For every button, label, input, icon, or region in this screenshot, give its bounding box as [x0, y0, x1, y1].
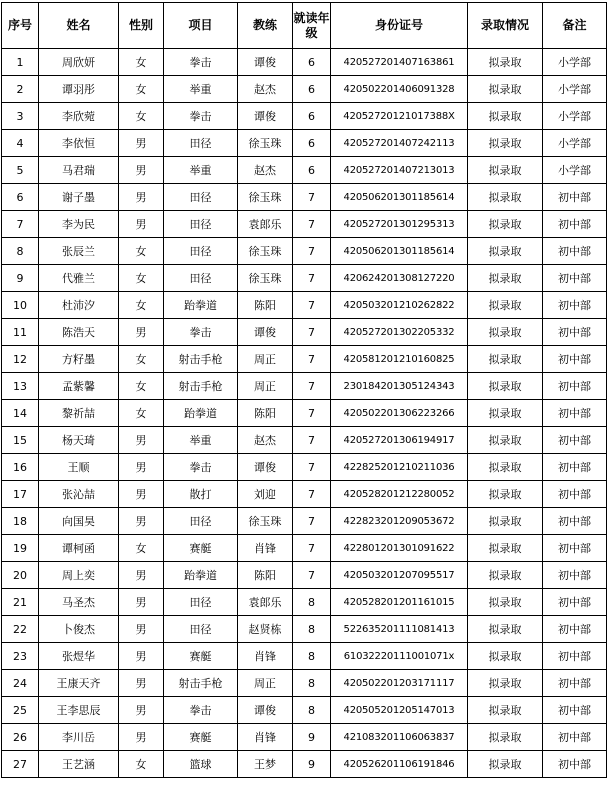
header-index: 序号	[2, 3, 39, 49]
cell-id-number: 420502201203171117	[331, 670, 468, 697]
cell-grade: 7	[293, 508, 331, 535]
header-coach: 教练	[238, 3, 293, 49]
table-row	[2, 292, 607, 319]
cell-event: 拳击	[164, 49, 238, 76]
cell-grade: 8	[293, 616, 331, 643]
cell-gender: 男	[119, 481, 164, 508]
cell-grade: 7	[293, 427, 331, 454]
cell-coach: 肖锋	[238, 643, 293, 670]
cell-id-number: 420502201306223266	[331, 400, 468, 427]
cell-status: 拟录取	[468, 535, 543, 562]
cell-index: 22	[2, 616, 39, 643]
cell-name: 向国昊	[39, 508, 119, 535]
cell-coach: 徐玉珠	[238, 238, 293, 265]
cell-remark: 初中部	[543, 697, 607, 724]
cell-name: 李川岳	[39, 724, 119, 751]
cell-coach: 赵杰	[238, 427, 293, 454]
cell-id-number: 420581201210160825	[331, 346, 468, 373]
cell-coach: 陈阳	[238, 292, 293, 319]
cell-event: 射击手枪	[164, 346, 238, 373]
cell-event: 跆拳道	[164, 562, 238, 589]
cell-status: 拟录取	[468, 562, 543, 589]
cell-id-number: 420503201210262822	[331, 292, 468, 319]
cell-index: 7	[2, 211, 39, 238]
cell-status: 拟录取	[468, 103, 543, 130]
cell-remark: 小学部	[543, 103, 607, 130]
cell-id-number: 230184201305124343	[331, 373, 468, 400]
cell-remark: 初中部	[543, 373, 607, 400]
cell-remark: 初中部	[543, 292, 607, 319]
cell-gender: 男	[119, 670, 164, 697]
cell-remark: 初中部	[543, 724, 607, 751]
cell-grade: 7	[293, 373, 331, 400]
cell-coach: 袁郎乐	[238, 211, 293, 238]
cell-name: 谢子墨	[39, 184, 119, 211]
cell-name: 陈浩天	[39, 319, 119, 346]
cell-name: 方籽墨	[39, 346, 119, 373]
cell-gender: 女	[119, 535, 164, 562]
cell-id-number: 42052720121017388X	[331, 103, 468, 130]
cell-event: 举重	[164, 157, 238, 184]
cell-name: 周上奕	[39, 562, 119, 589]
cell-gender: 女	[119, 292, 164, 319]
cell-id-number: 420528201212280052	[331, 481, 468, 508]
cell-remark: 初中部	[543, 670, 607, 697]
cell-id-number: 420527201306194917	[331, 427, 468, 454]
cell-id-number: 420527201301295313	[331, 211, 468, 238]
cell-grade: 7	[293, 292, 331, 319]
cell-status: 拟录取	[468, 265, 543, 292]
cell-remark: 小学部	[543, 157, 607, 184]
cell-remark: 初中部	[543, 481, 607, 508]
cell-id-number: 420527201407242113	[331, 130, 468, 157]
cell-grade: 9	[293, 751, 331, 778]
cell-status: 拟录取	[468, 346, 543, 373]
cell-gender: 男	[119, 724, 164, 751]
cell-event: 举重	[164, 427, 238, 454]
cell-grade: 7	[293, 454, 331, 481]
table-row	[2, 697, 607, 724]
cell-coach: 周正	[238, 670, 293, 697]
cell-grade: 7	[293, 211, 331, 238]
cell-coach: 赵贤栋	[238, 616, 293, 643]
cell-index: 21	[2, 589, 39, 616]
cell-name: 王康天齐	[39, 670, 119, 697]
cell-gender: 女	[119, 346, 164, 373]
cell-event: 跆拳道	[164, 400, 238, 427]
cell-event: 赛艇	[164, 643, 238, 670]
cell-index: 10	[2, 292, 39, 319]
cell-gender: 女	[119, 373, 164, 400]
cell-grade: 7	[293, 562, 331, 589]
table-row	[2, 346, 607, 373]
header-row	[2, 3, 607, 49]
cell-gender: 女	[119, 103, 164, 130]
cell-coach: 刘迎	[238, 481, 293, 508]
cell-name: 王艺涵	[39, 751, 119, 778]
cell-grade: 8	[293, 589, 331, 616]
cell-coach: 王梦	[238, 751, 293, 778]
cell-gender: 男	[119, 562, 164, 589]
table-row	[2, 238, 607, 265]
cell-id-number: 522635201111081413	[331, 616, 468, 643]
cell-status: 拟录取	[468, 751, 543, 778]
cell-coach: 谭俊	[238, 454, 293, 481]
cell-event: 田径	[164, 589, 238, 616]
cell-status: 拟录取	[468, 427, 543, 454]
cell-index: 6	[2, 184, 39, 211]
cell-grade: 6	[293, 103, 331, 130]
cell-coach: 谭俊	[238, 49, 293, 76]
cell-remark: 初中部	[543, 427, 607, 454]
cell-index: 19	[2, 535, 39, 562]
cell-name: 周欣妍	[39, 49, 119, 76]
table-row	[2, 130, 607, 157]
cell-id-number: 61032220111001071x	[331, 643, 468, 670]
cell-remark: 初中部	[543, 643, 607, 670]
cell-status: 拟录取	[468, 454, 543, 481]
cell-index: 23	[2, 643, 39, 670]
cell-event: 田径	[164, 508, 238, 535]
cell-grade: 8	[293, 643, 331, 670]
cell-grade: 7	[293, 400, 331, 427]
cell-event: 赛艇	[164, 535, 238, 562]
cell-status: 拟录取	[468, 508, 543, 535]
header-id-number: 身份证号	[331, 3, 468, 49]
cell-status: 拟录取	[468, 157, 543, 184]
cell-coach: 肖锋	[238, 724, 293, 751]
cell-event: 田径	[164, 616, 238, 643]
cell-id-number: 420527201302205332	[331, 319, 468, 346]
cell-grade: 6	[293, 76, 331, 103]
cell-gender: 女	[119, 238, 164, 265]
cell-id-number: 420506201301185614	[331, 238, 468, 265]
cell-remark: 初中部	[543, 400, 607, 427]
table-row	[2, 589, 607, 616]
cell-status: 拟录取	[468, 670, 543, 697]
cell-grade: 6	[293, 130, 331, 157]
cell-name: 李欣菀	[39, 103, 119, 130]
cell-remark: 初中部	[543, 184, 607, 211]
cell-coach: 徐玉珠	[238, 508, 293, 535]
cell-id-number: 422823201209053672	[331, 508, 468, 535]
cell-index: 8	[2, 238, 39, 265]
cell-event: 篮球	[164, 751, 238, 778]
header-event: 项目	[164, 3, 238, 49]
cell-name: 谭柯函	[39, 535, 119, 562]
cell-remark: 初中部	[543, 265, 607, 292]
cell-index: 2	[2, 76, 39, 103]
cell-name: 马君瑞	[39, 157, 119, 184]
cell-event: 田径	[164, 265, 238, 292]
cell-grade: 7	[293, 238, 331, 265]
cell-coach: 徐玉珠	[238, 184, 293, 211]
cell-event: 射击手枪	[164, 670, 238, 697]
cell-remark: 初中部	[543, 238, 607, 265]
cell-name: 张辰兰	[39, 238, 119, 265]
cell-remark: 初中部	[543, 319, 607, 346]
table-row	[2, 49, 607, 76]
cell-status: 拟录取	[468, 616, 543, 643]
cell-name: 王顺	[39, 454, 119, 481]
cell-gender: 男	[119, 427, 164, 454]
cell-status: 拟录取	[468, 400, 543, 427]
cell-coach: 谭俊	[238, 319, 293, 346]
cell-event: 举重	[164, 76, 238, 103]
cell-index: 24	[2, 670, 39, 697]
cell-event: 散打	[164, 481, 238, 508]
cell-status: 拟录取	[468, 130, 543, 157]
table-row	[2, 481, 607, 508]
cell-event: 拳击	[164, 454, 238, 481]
cell-event: 田径	[164, 184, 238, 211]
cell-remark: 初中部	[543, 751, 607, 778]
table-row	[2, 427, 607, 454]
cell-remark: 初中部	[543, 454, 607, 481]
cell-gender: 男	[119, 643, 164, 670]
table-row	[2, 643, 607, 670]
cell-event: 拳击	[164, 697, 238, 724]
table-row	[2, 616, 607, 643]
cell-gender: 男	[119, 319, 164, 346]
table-row	[2, 265, 607, 292]
table-row	[2, 724, 607, 751]
table-row	[2, 670, 607, 697]
cell-coach: 周正	[238, 373, 293, 400]
cell-id-number: 420527201407213013	[331, 157, 468, 184]
cell-status: 拟录取	[468, 76, 543, 103]
table-row	[2, 562, 607, 589]
cell-index: 9	[2, 265, 39, 292]
cell-index: 20	[2, 562, 39, 589]
cell-gender: 女	[119, 76, 164, 103]
table-row	[2, 373, 607, 400]
cell-gender: 男	[119, 508, 164, 535]
cell-index: 25	[2, 697, 39, 724]
cell-gender: 女	[119, 751, 164, 778]
cell-status: 拟录取	[468, 238, 543, 265]
cell-status: 拟录取	[468, 211, 543, 238]
cell-remark: 初中部	[543, 616, 607, 643]
cell-coach: 谭俊	[238, 103, 293, 130]
cell-id-number: 420502201406091328	[331, 76, 468, 103]
header-name: 姓名	[39, 3, 119, 49]
cell-status: 拟录取	[468, 481, 543, 508]
cell-index: 12	[2, 346, 39, 373]
cell-coach: 陈阳	[238, 400, 293, 427]
cell-coach: 赵杰	[238, 157, 293, 184]
cell-index: 16	[2, 454, 39, 481]
table-row	[2, 211, 607, 238]
cell-remark: 初中部	[543, 346, 607, 373]
cell-coach: 周正	[238, 346, 293, 373]
table-body	[2, 49, 607, 778]
admission-table	[1, 2, 607, 778]
cell-index: 18	[2, 508, 39, 535]
cell-event: 田径	[164, 238, 238, 265]
cell-coach: 徐玉珠	[238, 130, 293, 157]
cell-name: 代雅兰	[39, 265, 119, 292]
cell-gender: 男	[119, 697, 164, 724]
table-row	[2, 535, 607, 562]
cell-coach: 陈阳	[238, 562, 293, 589]
cell-index: 27	[2, 751, 39, 778]
cell-name: 黎祈喆	[39, 400, 119, 427]
cell-grade: 7	[293, 535, 331, 562]
cell-status: 拟录取	[468, 184, 543, 211]
cell-remark: 初中部	[543, 508, 607, 535]
cell-index: 3	[2, 103, 39, 130]
cell-name: 谭羽彤	[39, 76, 119, 103]
cell-event: 拳击	[164, 319, 238, 346]
cell-remark: 小学部	[543, 76, 607, 103]
cell-remark: 初中部	[543, 589, 607, 616]
cell-index: 5	[2, 157, 39, 184]
cell-event: 射击手枪	[164, 373, 238, 400]
cell-remark: 初中部	[543, 535, 607, 562]
cell-status: 拟录取	[468, 697, 543, 724]
cell-status: 拟录取	[468, 292, 543, 319]
cell-name: 张沁喆	[39, 481, 119, 508]
cell-gender: 男	[119, 157, 164, 184]
table-row	[2, 400, 607, 427]
cell-index: 26	[2, 724, 39, 751]
cell-index: 13	[2, 373, 39, 400]
cell-name: 王李思辰	[39, 697, 119, 724]
cell-name: 卜俊杰	[39, 616, 119, 643]
cell-id-number: 420528201201161015	[331, 589, 468, 616]
cell-remark: 小学部	[543, 49, 607, 76]
cell-name: 李为民	[39, 211, 119, 238]
cell-gender: 女	[119, 265, 164, 292]
cell-coach: 徐玉珠	[238, 265, 293, 292]
cell-event: 赛艇	[164, 724, 238, 751]
cell-remark: 初中部	[543, 562, 607, 589]
cell-status: 拟录取	[468, 373, 543, 400]
cell-index: 11	[2, 319, 39, 346]
cell-id-number: 420506201301185614	[331, 184, 468, 211]
cell-grade: 9	[293, 724, 331, 751]
cell-grade: 7	[293, 184, 331, 211]
cell-grade: 7	[293, 346, 331, 373]
cell-id-number: 420527201407163861	[331, 49, 468, 76]
cell-name: 孟紫馨	[39, 373, 119, 400]
cell-name: 杜沛汐	[39, 292, 119, 319]
cell-index: 4	[2, 130, 39, 157]
cell-event: 拳击	[164, 103, 238, 130]
cell-id-number: 422825201210211036	[331, 454, 468, 481]
cell-event: 田径	[164, 211, 238, 238]
cell-name: 李依恒	[39, 130, 119, 157]
cell-event: 田径	[164, 130, 238, 157]
cell-status: 拟录取	[468, 319, 543, 346]
cell-grade: 7	[293, 481, 331, 508]
table-row	[2, 319, 607, 346]
cell-index: 14	[2, 400, 39, 427]
cell-gender: 男	[119, 130, 164, 157]
cell-id-number: 420503201207095517	[331, 562, 468, 589]
cell-status: 拟录取	[468, 589, 543, 616]
cell-name: 杨天琦	[39, 427, 119, 454]
table-row	[2, 103, 607, 130]
cell-status: 拟录取	[468, 49, 543, 76]
cell-coach: 袁郎乐	[238, 589, 293, 616]
cell-grade: 7	[293, 265, 331, 292]
cell-coach: 赵杰	[238, 76, 293, 103]
cell-gender: 男	[119, 616, 164, 643]
cell-gender: 女	[119, 49, 164, 76]
cell-remark: 小学部	[543, 130, 607, 157]
cell-status: 拟录取	[468, 643, 543, 670]
cell-event: 跆拳道	[164, 292, 238, 319]
cell-gender: 男	[119, 589, 164, 616]
cell-id-number: 420624201308127220	[331, 265, 468, 292]
header-gender: 性别	[119, 3, 164, 49]
cell-name: 张煜华	[39, 643, 119, 670]
table-row	[2, 76, 607, 103]
cell-grade: 6	[293, 157, 331, 184]
cell-id-number: 420526201106191846	[331, 751, 468, 778]
cell-name: 马圣杰	[39, 589, 119, 616]
header-grade: 就读年级	[293, 3, 331, 49]
cell-gender: 男	[119, 211, 164, 238]
cell-grade: 6	[293, 49, 331, 76]
table-row	[2, 454, 607, 481]
cell-coach: 谭俊	[238, 697, 293, 724]
cell-remark: 初中部	[543, 211, 607, 238]
cell-id-number: 420505201205147013	[331, 697, 468, 724]
cell-id-number: 422801201301091622	[331, 535, 468, 562]
table-row	[2, 508, 607, 535]
cell-index: 1	[2, 49, 39, 76]
table-row	[2, 184, 607, 211]
header-remark: 备注	[543, 3, 607, 49]
cell-status: 拟录取	[468, 724, 543, 751]
cell-grade: 7	[293, 319, 331, 346]
table-row	[2, 157, 607, 184]
cell-grade: 8	[293, 697, 331, 724]
cell-index: 17	[2, 481, 39, 508]
cell-gender: 男	[119, 454, 164, 481]
cell-id-number: 421083201106063837	[331, 724, 468, 751]
table-row	[2, 751, 607, 778]
header-status: 录取情况	[468, 3, 543, 49]
cell-index: 15	[2, 427, 39, 454]
cell-coach: 肖锋	[238, 535, 293, 562]
cell-gender: 男	[119, 184, 164, 211]
cell-gender: 女	[119, 400, 164, 427]
cell-grade: 8	[293, 670, 331, 697]
